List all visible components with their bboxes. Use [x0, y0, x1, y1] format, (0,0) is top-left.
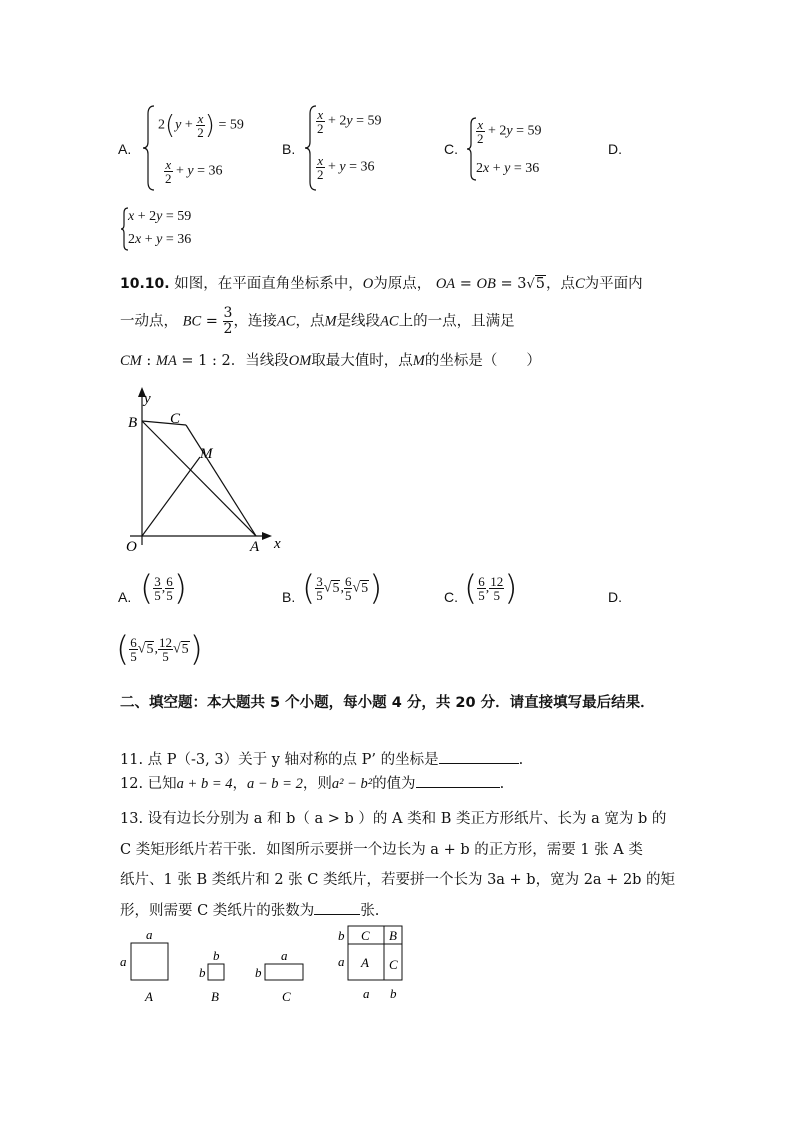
q9-b-line1: $\frac{x}{2}$ + 2y = 59	[317, 107, 382, 136]
q12-text: ，	[232, 776, 247, 792]
q10-var: AC	[276, 313, 296, 330]
q12-text: ，则	[302, 776, 332, 792]
q9-d-line1: x + 2y = 59	[128, 209, 192, 224]
q10-text: ．当线段	[230, 353, 289, 369]
q12-eq1: a + b = 4	[176, 776, 233, 792]
label-a: a	[281, 948, 288, 963]
label-y: y	[144, 391, 151, 407]
q11-answer-blank[interactable]	[439, 749, 519, 764]
q10-text: ，点	[295, 313, 325, 330]
q11-text: 11. 点 P（-3, 3）关于 y 轴对称的点 P’ 的坐标是	[120, 752, 439, 768]
q10-text: 如图，在平面直角坐标系中，	[174, 276, 363, 292]
q11-end: .	[518, 752, 524, 768]
label-a: a	[338, 954, 345, 969]
q12-end: .	[499, 776, 505, 792]
q9-b-line2: $\frac{x}{2}$ + y = 36	[317, 153, 375, 182]
q10-text: 一动点，	[120, 313, 178, 330]
q10-line1: 10.10. 如图，在平面直角坐标系中，O为原点， OA = OB = 3√5，点C为平面内	[120, 276, 643, 292]
rect-c	[265, 964, 303, 980]
square-a	[131, 943, 168, 980]
q10-var: M	[324, 313, 337, 330]
segment-om	[142, 457, 200, 536]
q12-text: 12. 已知	[120, 776, 177, 792]
label-b: b	[255, 965, 262, 980]
q9-c-line2: 2x + y = 36	[476, 161, 540, 176]
q10-var: C	[575, 276, 585, 292]
q10-figure	[118, 385, 293, 555]
segment-ca	[186, 425, 256, 536]
q9-option-a	[142, 104, 272, 192]
label-type-a: A	[145, 989, 153, 1004]
q9-option-c-label: C.	[444, 141, 458, 157]
section-heading: 二、填空题：本大题共 5 个小题，每小题 4 分，共 20 分．请直接填写最后结果．	[120, 695, 655, 711]
q9-a-line2: $\frac{x}{2}$ + y = 36	[165, 157, 223, 186]
q9-d-line2: 2x + y = 36	[128, 232, 192, 247]
label-type-b: B	[211, 989, 219, 1004]
q9-option-d	[120, 206, 220, 252]
q13-figure	[116, 924, 416, 1006]
arrow-right-icon	[262, 532, 272, 540]
q13-line: 纸片、1 张 B 类纸片和 2 张 C 类纸片，若要拼一个长为 3a + b，宽为 2a + 2b 的矩	[120, 872, 676, 888]
q10-option-b-label: B.	[282, 589, 296, 605]
square-b	[208, 964, 224, 980]
q12-answer-blank[interactable]	[416, 773, 500, 788]
q13-line: 13. 设有边长分别为 a 和 b（ a > b ）的 A 类和 B 类正方形纸片、长为 a 宽为 b 的	[120, 811, 667, 827]
q10-var: OM	[288, 353, 312, 369]
cell-b: B	[389, 928, 397, 943]
q13-answer-blank[interactable]	[314, 900, 360, 915]
q10-text: 为平面内	[584, 276, 643, 292]
q10-line3: CM : MA = 1 : 2．当线段OM取最大值时，点M的坐标是（ ）	[120, 353, 541, 369]
q10-var: O	[362, 276, 374, 292]
label-a: a	[146, 927, 153, 942]
label-a: a	[120, 954, 127, 969]
q10-text: ，连接	[233, 313, 277, 330]
label-c: C	[170, 411, 181, 427]
q10-option-c-label: C.	[444, 589, 458, 605]
label-b: b	[199, 965, 206, 980]
label-b: b	[390, 986, 397, 1001]
q9-option-c	[466, 116, 576, 182]
q10-text: 为原点，	[373, 276, 432, 292]
label-x: x	[274, 536, 281, 552]
q9-c-line1: $\frac{x}{2}$ + 2y = 59	[477, 117, 542, 146]
brace-icon	[142, 104, 156, 192]
label-m: M	[200, 446, 213, 462]
q9-option-d-label: D.	[608, 141, 622, 157]
q11	[120, 749, 680, 770]
label-a: a	[363, 986, 370, 1001]
q10-text: 取最大值时，点	[311, 353, 413, 369]
q12-text: 的值为	[372, 776, 416, 792]
label-b: b	[338, 928, 345, 943]
q9-option-b	[304, 104, 414, 192]
q10-option-d: ( $\frac{6}{5}$ √5, $\frac{12}{5}$ √5)	[116, 629, 203, 670]
q10-option-d-label: D.	[608, 589, 622, 605]
q12-expr: a² − b²	[331, 776, 373, 792]
q10-line2: 一动点， BC = $\frac{3}{2}$ ，连接AC，点M是线段AC上的一点，且满足	[120, 305, 515, 337]
cell-c: C	[361, 928, 370, 943]
label-a: A	[250, 539, 260, 555]
q10-text: 是线段	[336, 313, 381, 330]
cell-c: C	[389, 957, 398, 972]
q13-line	[120, 896, 685, 927]
q10-text: 上的一点，且满足	[398, 313, 515, 330]
label-b: b	[213, 948, 220, 963]
q13-text: 张.	[360, 902, 380, 919]
q10-option-c: ( $\frac{6}{5}$ , $\frac{12}{5}$ )	[464, 568, 518, 609]
q10-text: ，点	[546, 276, 575, 292]
segment-ba	[142, 421, 256, 536]
q9-a-line1: 2(y + $\frac{x}{2}$ ) = 59	[158, 110, 244, 141]
q9-option-a-label: A.	[118, 141, 132, 157]
q9-option-b-label: B.	[282, 141, 296, 157]
q12-eq2: a − b = 2	[247, 776, 303, 792]
q10-option-a-label: A.	[118, 589, 132, 605]
q10-text: 的坐标是（ ）	[424, 353, 541, 369]
q10-number: 10.10.	[120, 276, 170, 292]
q10-option-b: ( $\frac{3}{5}$ √5, $\frac{6}{5}$ √5)	[302, 568, 383, 609]
q10-option-a: ( $\frac{3}{5}$ , $\frac{6}{5}$ )	[140, 568, 188, 609]
cell-a: A	[361, 955, 369, 970]
q13-text: 形，则需要 C 类纸片的张数为	[120, 902, 315, 919]
q12	[120, 773, 680, 794]
label-b: B	[128, 415, 138, 431]
q13	[120, 804, 685, 926]
label-o: O	[126, 539, 137, 555]
label-type-c: C	[282, 989, 291, 1004]
q13-line: C 类矩形纸片若干张．如图所示要拼一个边长为 a + b 的正方形，需要 1 张 A 类	[120, 841, 643, 858]
